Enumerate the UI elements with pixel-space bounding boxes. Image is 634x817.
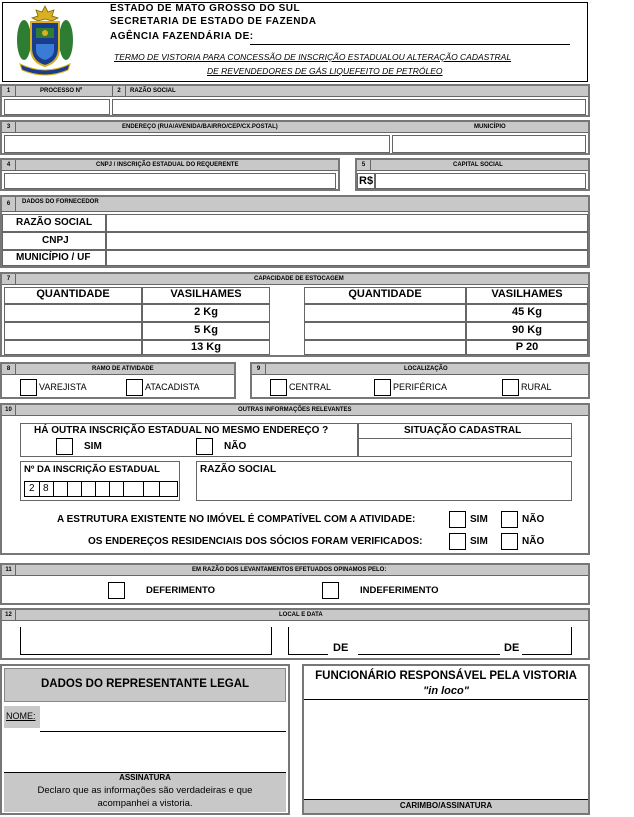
right-qty-p20[interactable]: [304, 340, 466, 355]
fornecedor-cnpj-input[interactable]: [106, 232, 588, 250]
agencia-field-line[interactable]: [250, 44, 570, 45]
fornecedor-razao-label: RAZÃO SOCIAL: [16, 217, 93, 228]
vasilhame-13kg: 13 Kg: [191, 341, 221, 353]
deferimento-checkbox[interactable]: [108, 582, 125, 599]
inscricao-label: Nº DA INSCRIÇÃO ESTADUAL: [24, 464, 160, 475]
indeferimento-label: INDEFERIMENTO: [360, 585, 439, 596]
inscricao-digits[interactable]: [24, 481, 178, 497]
mes-input[interactable]: [358, 627, 500, 655]
section-cnpj: [0, 158, 340, 191]
rural-checkbox[interactable]: [502, 379, 519, 396]
carimbo-label: CARIMBO/ASSINATURA: [399, 801, 493, 810]
varejista-checkbox[interactable]: [20, 379, 37, 396]
section-processo-razao: [0, 84, 590, 117]
cnpj-requerente-label: CNPJ / INSCRIÇÃO ESTADUAL DO REQUERENTE: [96, 162, 239, 168]
inscricao-digit-cell: [39, 482, 40, 496]
estrutura-sim-label: SIM: [470, 514, 488, 525]
inscricao-digit-1: 2: [29, 483, 35, 494]
atacadista-checkbox[interactable]: [126, 379, 143, 396]
section-ramo-atividade: [0, 362, 236, 399]
inscricao-digit-cell: [95, 482, 96, 496]
left-qty-13kg[interactable]: [4, 340, 142, 355]
left-qty-5kg[interactable]: [4, 322, 142, 340]
section-number: 1: [2, 86, 16, 97]
section-outras-informacoes: [0, 403, 590, 555]
vasilhame-90kg: 90 Kg: [512, 324, 542, 336]
right-qty-header-label: QUANTIDADE: [348, 288, 422, 300]
endereco-input[interactable]: [4, 135, 390, 153]
coat-of-arms-logo: [14, 4, 76, 76]
section-capital: [355, 158, 590, 191]
assinatura-area[interactable]: [4, 732, 286, 772]
razao-social-label: RAZÃO SOCIAL: [130, 88, 176, 94]
funcionario-title: FUNCIONÁRIO RESPONSÁVEL PELA VISTORIA: [315, 670, 577, 682]
atacadista-label: ATACADISTA: [145, 382, 200, 392]
representante-legal-panel: [0, 664, 290, 815]
vasilhame-p20: P 20: [515, 341, 539, 353]
enderecos-nao-checkbox[interactable]: [501, 533, 518, 550]
inscricao-digit-cell: [53, 482, 54, 496]
section-number: 10: [2, 405, 16, 416]
outra-inscricao-sim-checkbox[interactable]: [56, 438, 73, 455]
indeferimento-checkbox[interactable]: [322, 582, 339, 599]
outra-inscricao-question: HÁ OUTRA INSCRIÇÃO ESTADUAL NO MESMO ENDEREÇO ?: [34, 425, 329, 436]
nome-input[interactable]: [40, 702, 286, 732]
inscricao-digit-cell: [143, 482, 144, 496]
form-title-line2: DE REVENDEDORES DE GÁS LIQUEFEITO DE PETRÓLEO: [207, 66, 443, 76]
endereco-label: ENDEREÇO (RUA/AVENIDA/BAIRRO/CEP/CX.POSTAL): [122, 124, 278, 130]
fornecedor-cnpj-label: CNPJ: [42, 235, 69, 246]
periferica-checkbox[interactable]: [374, 379, 391, 396]
central-checkbox[interactable]: [270, 379, 287, 396]
section-header: [2, 86, 588, 97]
section-number: 12: [2, 610, 16, 621]
municipio-input[interactable]: [392, 135, 586, 153]
inscricao-digit-2: 8: [43, 483, 49, 494]
enderecos-question: OS ENDEREÇOS RESIDENCIAIS DOS SÓCIOS FORAM VERIFICADOS:: [88, 536, 423, 547]
fornecedor-municipio-label: MUNICÍPIO / UF: [16, 252, 91, 263]
right-qty-45kg[interactable]: [304, 304, 466, 322]
header-agencia: AGÊNCIA FAZENDÁRIA DE:: [110, 31, 254, 42]
fornecedor-label: DADOS DO FORNECEDOR: [22, 199, 99, 205]
situacao-cadastral-label: SITUAÇÃO CADASTRAL: [404, 425, 522, 436]
capital-currency: R$: [359, 175, 374, 187]
outra-inscricao-nao-label: NÃO: [224, 441, 247, 452]
funcionario-panel: [302, 664, 590, 815]
section-parecer: [0, 563, 590, 605]
ramo-label: RAMO DE ATIVIDADE: [92, 366, 154, 372]
vasilhame-2kg: 2 Kg: [194, 306, 218, 318]
razao-social-input[interactable]: [112, 99, 586, 115]
fornecedor-municipio-input[interactable]: [106, 250, 588, 266]
inscricao-razao-label: RAZÃO SOCIAL: [200, 464, 277, 475]
capital-social-input[interactable]: [375, 173, 586, 189]
capacidade-label: CAPACIDADE DE ESTOCAGEM: [254, 276, 344, 282]
header-secretaria: SECRETARIA DE ESTADO DE FAZENDA: [110, 16, 317, 27]
nome-label: NOME:: [6, 711, 36, 721]
section-endereco: [0, 120, 590, 155]
section-number: 9: [252, 364, 266, 375]
municipio-label: MUNICÍPIO: [474, 124, 506, 130]
central-label: CENTRAL: [289, 382, 332, 392]
estrutura-sim-checkbox[interactable]: [449, 511, 466, 528]
declaracao-line1: Declaro que as informações são verdadeiras e que: [37, 785, 253, 796]
carimbo-area[interactable]: [304, 700, 588, 799]
section-number: 7: [2, 274, 16, 285]
section-fornecedor: [0, 195, 590, 268]
vasilhame-45kg: 45 Kg: [512, 306, 542, 318]
local-input[interactable]: [20, 627, 272, 655]
section-number: 2: [112, 86, 126, 97]
inscricao-digit-cell: [159, 482, 160, 496]
ano-input[interactable]: [522, 627, 572, 655]
inscricao-digit-cell: [123, 482, 124, 496]
fornecedor-razao-input[interactable]: [106, 214, 588, 232]
right-vas-header-label: VASILHAMES: [491, 288, 563, 300]
periferica-label: PERIFÉRICA: [393, 382, 448, 392]
outra-inscricao-sim-label: SIM: [84, 441, 102, 452]
left-qty-2kg[interactable]: [4, 304, 142, 322]
header-state: ESTADO DE MATO GROSSO DO SUL: [110, 3, 301, 14]
vasilhame-5kg: 5 Kg: [194, 324, 218, 336]
representante-title: DADOS DO REPRESENTANTE LEGAL: [40, 678, 250, 690]
section-number: 4: [2, 160, 16, 171]
outras-info-label: OUTRAS INFORMAÇÕES RELEVANTES: [238, 407, 352, 413]
estrutura-question: A ESTRUTURA EXISTENTE NO IMÓVEL É COMPATÍVEL COM A ATIVIDADE:: [57, 514, 416, 525]
local-data-label: LOCAL E DATA: [279, 612, 323, 618]
section-number: 3: [2, 122, 16, 133]
outra-inscricao-nao-checkbox[interactable]: [196, 438, 213, 455]
section-localizacao: [250, 362, 590, 399]
situacao-cadastral-input[interactable]: [359, 438, 571, 456]
section-capacidade: [0, 272, 590, 357]
inscricao-digit-cell: [67, 482, 68, 496]
declaracao-line2: acompanhei a vistoria.: [97, 798, 193, 809]
section-number: 6: [2, 197, 16, 212]
varejista-label: VAREJISTA: [39, 382, 87, 392]
assinatura-label: ASSINATURA: [119, 773, 171, 782]
parecer-label: EM RAZÃO DOS LEVANTAMENTOS EFETUADOS OPINAMOS PELO:: [192, 567, 387, 573]
rural-label: RURAL: [521, 382, 552, 392]
left-qty-header-label: QUANTIDADE: [36, 288, 110, 300]
de-label-1: DE: [333, 642, 349, 654]
processo-input[interactable]: [4, 99, 110, 115]
processo-label: PROCESSO Nº: [40, 88, 83, 94]
enderecos-sim-label: SIM: [470, 536, 488, 547]
de-label-2: DE: [504, 642, 520, 654]
section-local-data: [0, 608, 590, 660]
inscricao-digit-cell: [81, 482, 82, 496]
enderecos-nao-label: NÃO: [522, 536, 545, 547]
localizacao-label: LOCALIZAÇÃO: [404, 366, 448, 372]
inscricao-digit-cell: [109, 482, 110, 496]
deferimento-label: DEFERIMENTO: [146, 585, 215, 596]
right-qty-90kg[interactable]: [304, 322, 466, 340]
capital-social-label: CAPITAL SOCIAL: [453, 162, 503, 168]
section-number: 8: [2, 364, 16, 375]
left-vas-header-label: VASILHAMES: [170, 288, 242, 300]
estrutura-nao-label: NÃO: [522, 514, 545, 525]
section-number: 11: [2, 565, 16, 576]
funcionario-subtitle: "in loco": [423, 685, 469, 697]
section-number: 5: [357, 160, 371, 171]
estrutura-nao-checkbox[interactable]: [501, 511, 518, 528]
form-title-line1: TERMO DE VISTORIA PARA CONCESSÃO DE INSCRIÇÃO ESTADUALOU ALTERAÇÃO CADASTRAL: [114, 52, 512, 62]
dia-input[interactable]: [288, 627, 328, 655]
cnpj-requerente-input[interactable]: [4, 173, 336, 189]
enderecos-sim-checkbox[interactable]: [449, 533, 466, 550]
